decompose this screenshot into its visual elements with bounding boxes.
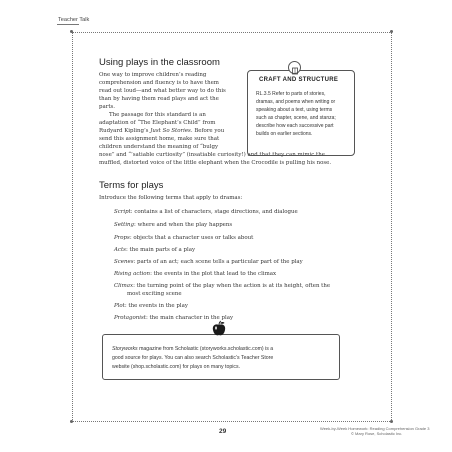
term: Protagonist — [114, 315, 146, 321]
body-line: than by having them read plays and act the — [99, 96, 219, 102]
term: Plot — [114, 303, 125, 309]
term: Scenes — [114, 259, 134, 265]
body-line — [99, 128, 224, 135]
book-icon — [288, 61, 301, 74]
section-title-plays: Using plays in the classroom — [99, 57, 220, 68]
term-item — [114, 303, 188, 310]
term-item — [114, 283, 330, 290]
callout-line: describe how each successive part — [256, 123, 334, 129]
callout-line: speaking about a text, using terms — [256, 107, 333, 113]
body-text: . Before you — [190, 128, 225, 134]
apple-glyph — [210, 320, 228, 338]
term-def: : the main character in the play — [145, 315, 234, 321]
section-title-terms: Terms for plays — [99, 180, 164, 191]
credit-line: Week-by-Week Homework: Reading Comprehension Grade 3 — [320, 426, 430, 431]
frame-corner-dot — [390, 420, 393, 423]
resource-line — [112, 346, 273, 352]
frame-corner-dot — [70, 420, 73, 423]
term: Climax — [114, 283, 134, 289]
term-def: : the events in the play — [124, 303, 188, 309]
body-line: muffled, distorted voice of the little elephant when the Crocodile is pulling his nose. — [99, 160, 332, 166]
term-item-continued — [127, 291, 182, 298]
term: Rising action — [114, 271, 151, 277]
body-text: Rudyard Kipling’s — [99, 128, 151, 134]
term-def: : parts of an act; each scene tells a particular part of the play — [133, 259, 303, 265]
term-item — [114, 222, 232, 229]
term-def: : contains a list of characters, stage directions, and dialogue — [130, 209, 298, 215]
resource-line: good source for plays. You can also search Scholastic’s Teacher Store — [112, 355, 274, 361]
resource-line: website (shop.scholastic.com) for plays on many topics. — [112, 364, 241, 370]
term: Script — [114, 209, 131, 215]
running-header: Teacher Talk — [58, 17, 90, 23]
body-line: The passage for this standard is an — [109, 112, 206, 118]
book-glyph — [289, 65, 301, 77]
callout-line: dramas, and poems when writing or — [256, 99, 336, 105]
body-line: One way to improve children’s reading — [99, 72, 207, 78]
credit-line: © Mary Rose, Scholastic Inc. — [351, 431, 403, 436]
term-item — [114, 235, 253, 242]
term: Setting — [114, 222, 135, 228]
apple-icon — [210, 320, 228, 342]
body-line: parts. — [99, 104, 116, 110]
term-def: : where and when the play happens — [134, 222, 233, 228]
term-def: : objects that a character uses or talks about — [129, 235, 254, 241]
terms-intro: Introduce the following terms that apply to dramas: — [99, 195, 243, 201]
body-line: nose” and “’satiable curtiosity” (insatiable curiosity!) and that they can mimic the — [99, 152, 325, 158]
term-def: : the events in the plot that lead to the climax — [150, 271, 277, 277]
term-item — [114, 247, 195, 254]
frame-corner-dot — [70, 30, 73, 33]
term-item — [114, 209, 298, 216]
body-line: children understand the meaning of “bulgy — [99, 144, 219, 150]
callout-line: RL.3.5 Refer to parts of stories, — [256, 91, 326, 97]
body-line: send this assignment home, make sure that — [99, 136, 220, 142]
term-def: : the turning point of the play when the action is at its height, often the — [133, 283, 331, 289]
body-line: comprehension and fluency is to have them — [99, 80, 219, 86]
body-line: adaptation of “The Elephant’s Child” from — [99, 120, 216, 126]
header-rule — [57, 24, 79, 25]
book-title: Just So Stories — [150, 128, 191, 134]
body-line: read out loud—and what better way to do this — [99, 88, 226, 94]
callout-line: builds on earlier sections. — [256, 131, 313, 137]
term-def: most exciting scene — [127, 291, 182, 297]
page-number: 29 — [219, 428, 227, 435]
term-item — [114, 259, 303, 266]
term: Acts — [114, 247, 126, 253]
callout-line: such as chapter, scene, and stanza; — [256, 115, 336, 121]
resource-text: magazine from Scholastic (storyworks.scholastic.com) is a — [137, 346, 274, 352]
term: Props — [114, 235, 130, 241]
term-def: : the main parts of a play — [125, 247, 196, 253]
callout-title: CRAFT AND STRUCTURE — [259, 77, 339, 83]
magazine-title: Storyworks — [112, 346, 138, 352]
frame-corner-dot — [390, 30, 393, 33]
term-item — [114, 271, 276, 278]
